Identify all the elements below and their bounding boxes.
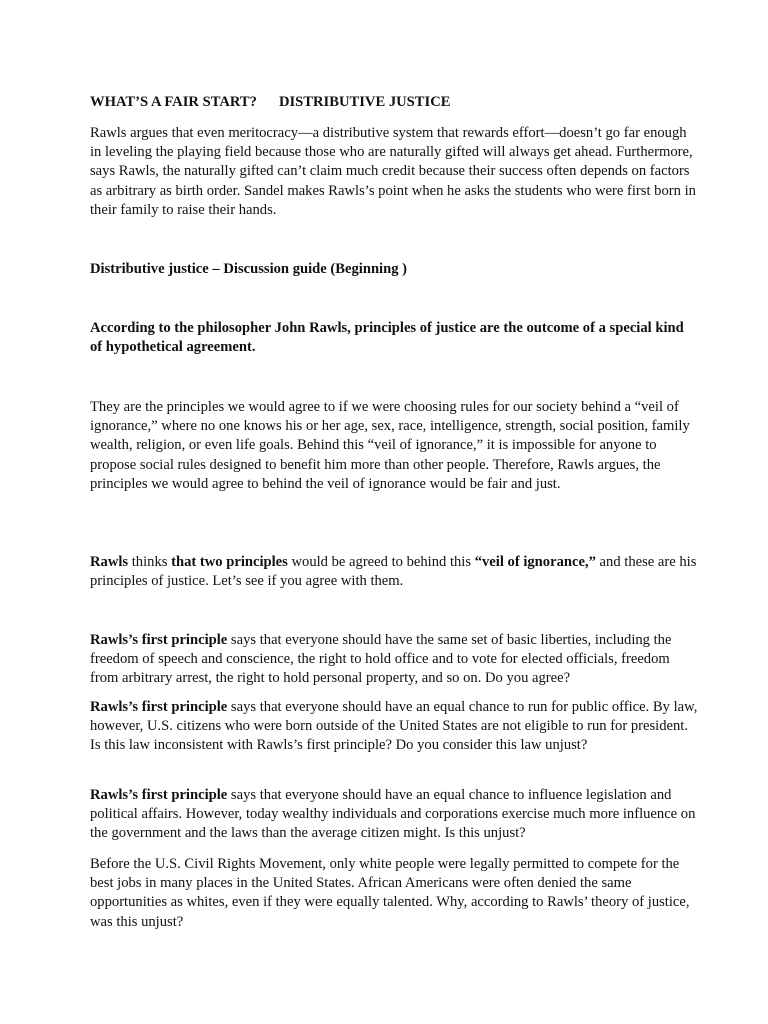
two-principles-s5: “veil of ignorance,”: [474, 554, 596, 570]
question-3-lead: Rawls’s first principle: [90, 787, 228, 803]
question-3: [90, 786, 698, 844]
guide-heading-text: Distributive justice – Discussion guide (Beginning ): [90, 261, 408, 277]
page-title: [90, 93, 698, 112]
two-principles-s2: thinks: [128, 554, 172, 570]
claim-text: According to the philosopher John Rawls, principles of justice are the outcome of a special kind of hypothetical agreement.: [90, 320, 684, 356]
civil-rights-paragraph: Before the U.S. Civil Rights Movement, only white people were legally permitted to compete for the best jobs in many places in the United States. African Americans were often denied the same opportunities as whites, even if they were equally talented. Why, according to Rawls’ theory of justice, was this unjust?: [90, 856, 690, 930]
question-2-lead: Rawls’s first principle: [90, 699, 228, 715]
question-1-text: says that everyone should have the same set of basic liberties, including the freedom of speech and conscience, the right to hold office and to vote for elected officials, freedom from arbitrary arrest, the right to hold personal property, and so on. Do you agree?: [90, 632, 672, 687]
two-principles-s1: Rawls: [90, 554, 129, 570]
claim-paragraph: [90, 319, 698, 357]
two-principles-s6: and these are his principles of justice. Let’s see if you agree with them.: [90, 554, 697, 590]
guide-heading: [90, 260, 698, 279]
intro-paragraph: Rawls argues that even meritocracy—a distributive system that rewards effort—doesn’t go far enough in leveling the playing field because those who are naturally gifted will always get ahead. Furthermore, says Rawls, the naturally gifted can’t claim much credit because their success often depends on factors as arbitrary as birth order. Sandel makes Rawls’s point when he asks the students who were first born in their family to raise their hands.: [90, 125, 696, 218]
question-1: [90, 631, 698, 689]
question-1-lead: Rawls’s first principle: [90, 632, 228, 648]
question-2: [90, 698, 698, 756]
title-part-1: WHAT’S A FAIR START?: [90, 94, 257, 110]
title-part-2: DISTRIBUTIVE JUSTICE: [278, 94, 451, 110]
question-2-text: says that everyone should have an equal chance to run for public office. By law, however, U.S. citizens who were born outside of the United States are not eligible to run for president. Is this law inconsistent with Rawls’s first principle? Do you consider this law unjust?: [90, 699, 698, 754]
question-3-text: says that everyone should have an equal chance to influence legislation and political affairs. However, today wealthy individuals and corporations exercise much more influence on the government and the laws than the average citizen might. Is this unjust?: [90, 787, 696, 842]
veil-paragraph: They are the principles we would agree to if we were choosing rules for our society behind a “veil of ignorance,” where no one knows his or her age, sex, race, intelligence, strength, social position, family wealth, religion, or even life goals. Behind this “veil of ignorance,” it is impossible for anyone to propose social rules designed to benefit him more than other people. Therefore, Rawls argues, the principles we would agree to behind the veil of ignorance would be fair and just.: [90, 399, 690, 492]
two-principles-s4: would be agreed to behind this: [287, 554, 475, 570]
two-principles-paragraph: [90, 553, 698, 591]
two-principles-s3: that two principles: [171, 554, 288, 570]
